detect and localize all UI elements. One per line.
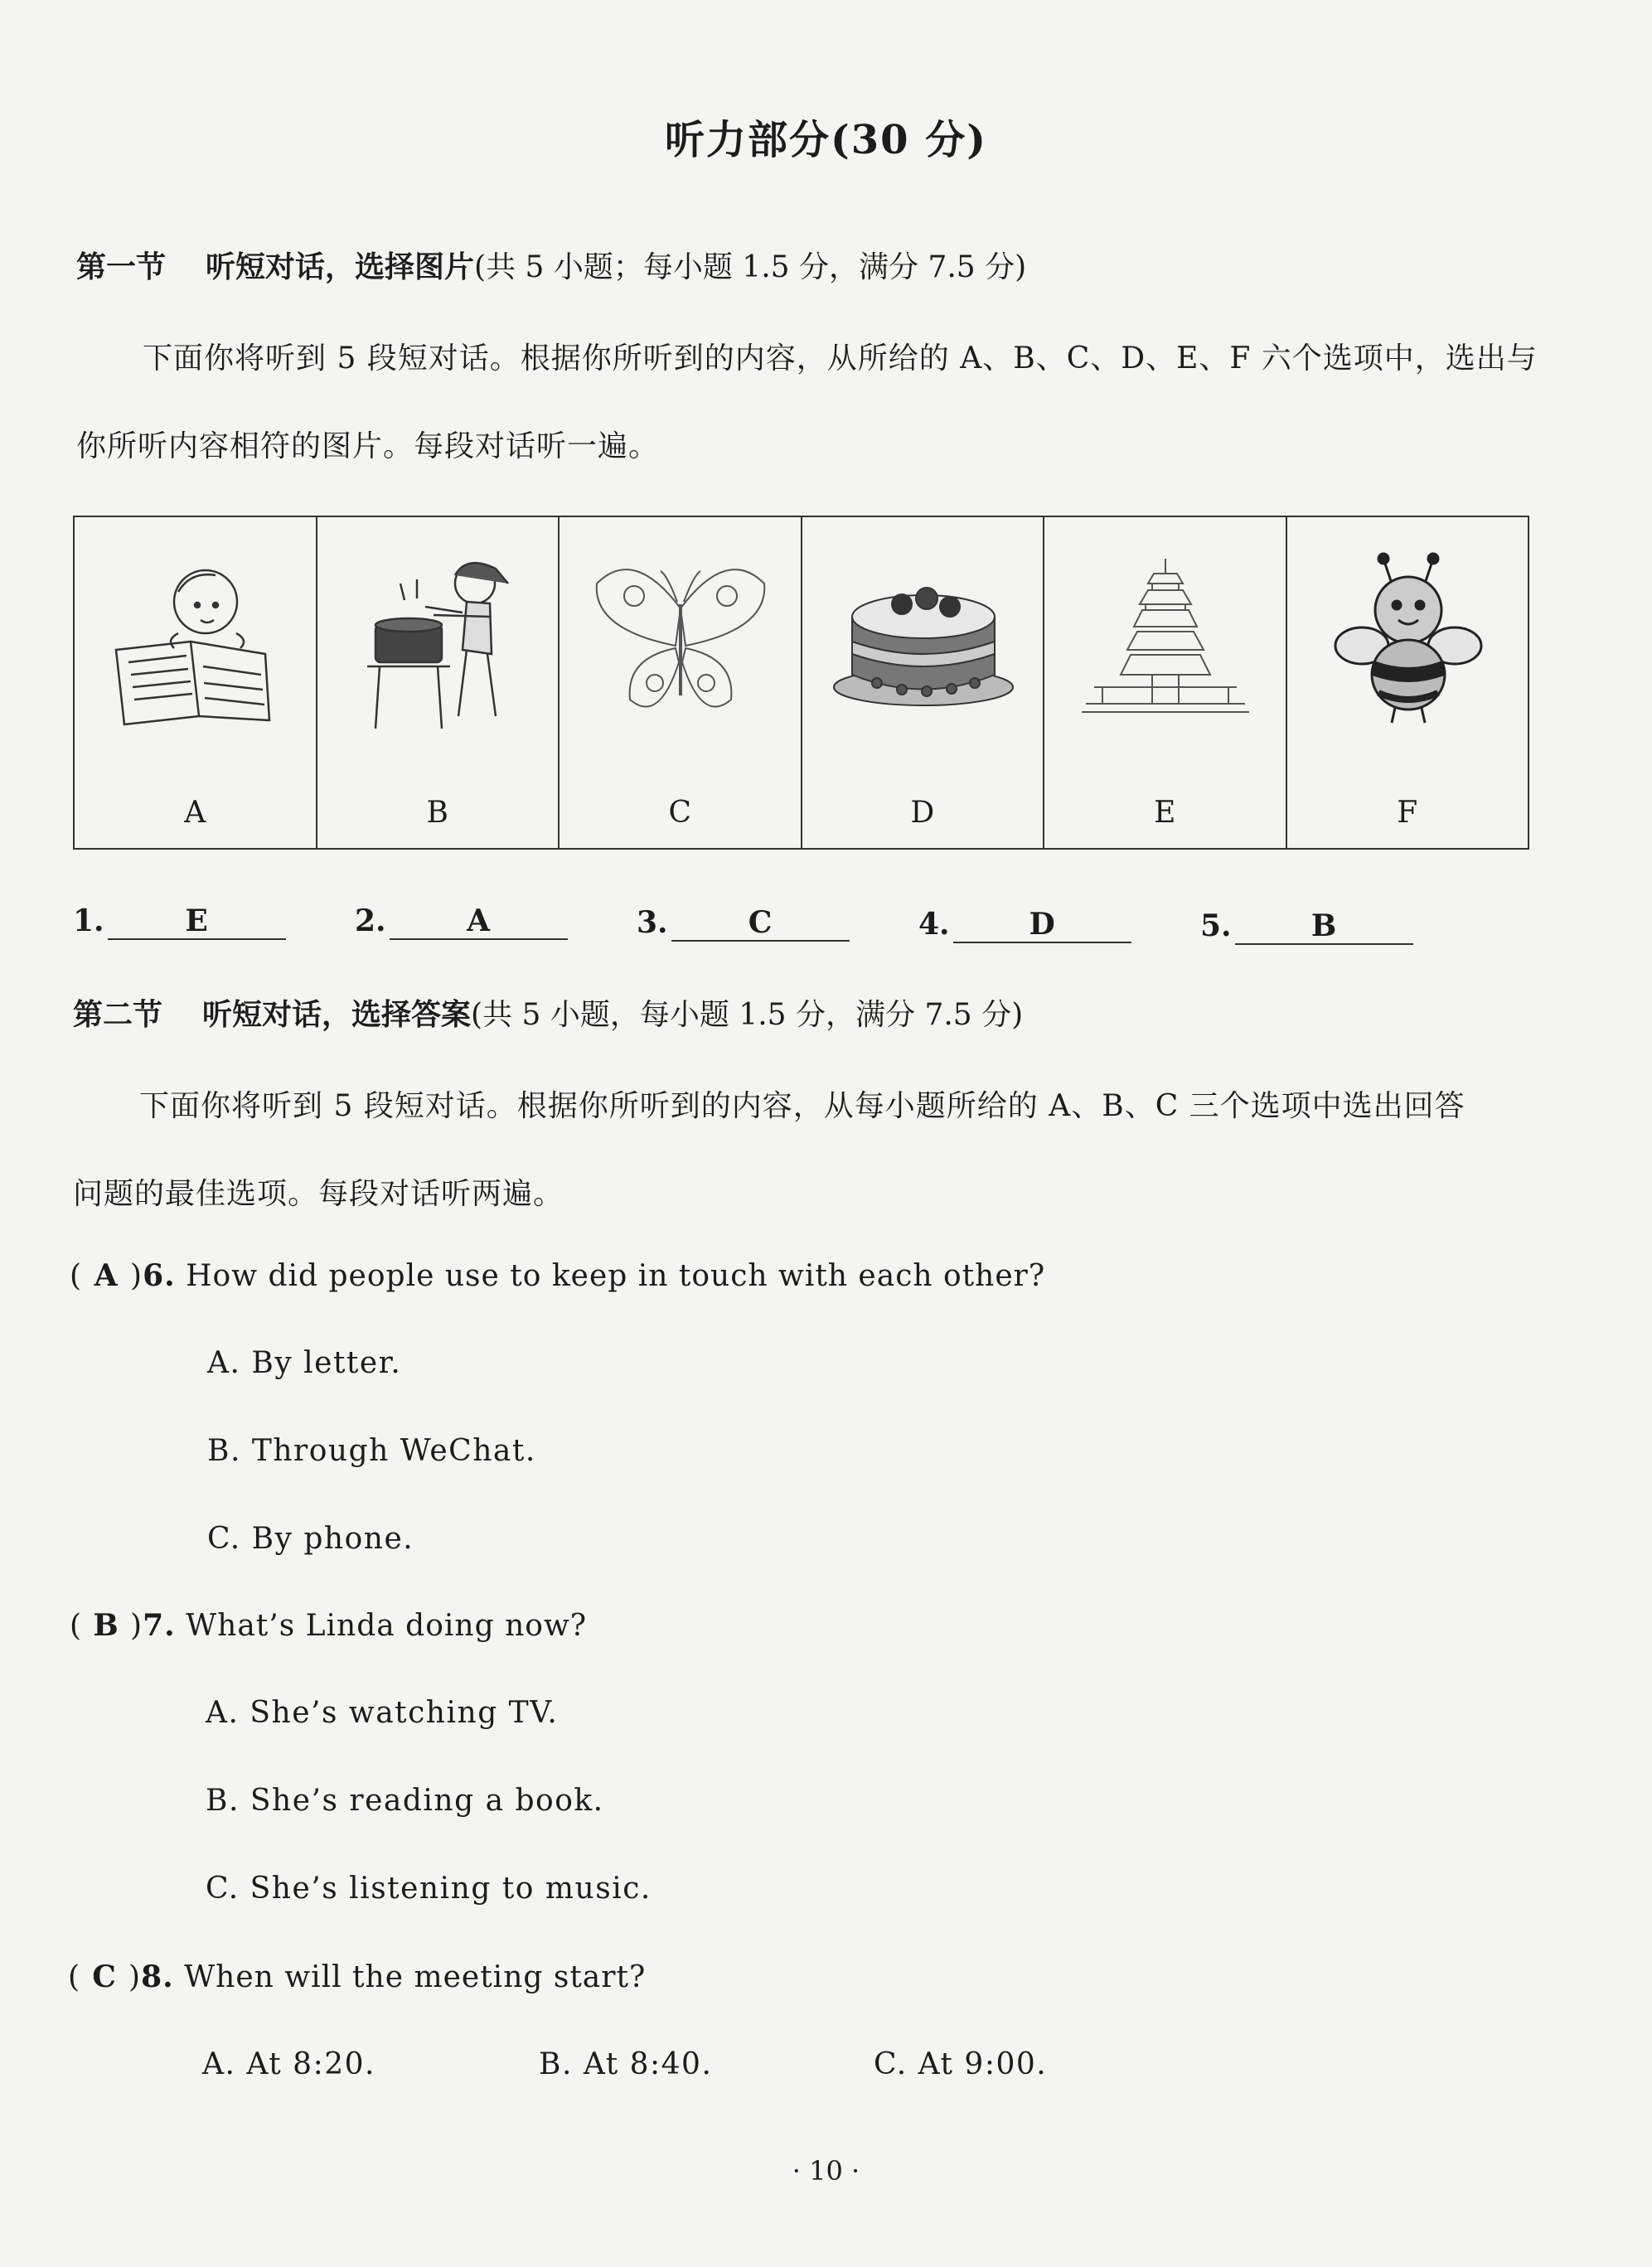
question-8-option-b: B. At 8:40. <box>539 2047 713 2081</box>
section2-label: 第二节 <box>73 997 163 1032</box>
answer-3 <box>637 905 850 942</box>
answer-5 <box>1200 908 1413 945</box>
question-8-text: When will the meeting start? <box>184 1960 647 1994</box>
answer-2 <box>355 903 568 940</box>
picture-cell-c <box>560 517 802 848</box>
answer-1-blank: E <box>108 903 286 940</box>
bee-icon <box>1312 550 1504 741</box>
answer-5-blank: B <box>1235 908 1413 945</box>
section1-instruction-line1: 下面你将听到 5 段短对话。根据你所听到的内容，从所给的 A、B、C、D、E、F 六个选项中，选出与 <box>143 342 1538 375</box>
question-7-option-a: A. She’s watching TV. <box>206 1696 559 1730</box>
question-7-text: What’s Linda doing now? <box>186 1609 588 1643</box>
section2-instruction-line1: 下面你将听到 5 段短对话。根据你所听到的内容，从每小题所给的 A、B、C 三个选项中选出回答 <box>139 1089 1465 1123</box>
section1-instruction-line2: 你所听内容相符的图片。每段对话听一遍。 <box>76 429 660 463</box>
question-7-answer: B <box>93 1608 119 1643</box>
pagoda-tower-icon <box>1069 550 1262 741</box>
answer-1 <box>73 903 286 940</box>
answer-4-blank: D <box>953 907 1131 943</box>
picture-label-c: C <box>668 796 692 830</box>
section1-detail: (共 5 小题；每小题 1.5 分，满分 7.5 分) <box>474 250 1027 284</box>
question-6-option-c: C. By phone. <box>207 1522 414 1556</box>
picture-cell-a <box>75 517 317 848</box>
question-6-option-a: A. By letter. <box>207 1346 402 1380</box>
answer-3-blank: C <box>671 905 850 942</box>
answer-2-number: 2. <box>355 903 386 938</box>
section2-instruction-line2: 问题的最佳选项。每段对话听两遍。 <box>73 1177 564 1211</box>
picture-cell-e <box>1044 517 1287 848</box>
answer-4 <box>918 907 1131 943</box>
question-7-option-c: C. She’s listening to music. <box>206 1872 652 1906</box>
question-8-option-a: A. At 8:20. <box>202 2047 375 2081</box>
picture-cell-b <box>317 517 560 848</box>
picture-label-b: B <box>426 796 448 830</box>
question-6-answer: A <box>94 1258 119 1293</box>
picture-table <box>73 516 1529 850</box>
picture-label-f: F <box>1397 796 1418 830</box>
butterfly-icon <box>584 550 777 741</box>
section2-heading <box>73 991 1023 1034</box>
question-6-text: How did people use to keep in touch with each other? <box>186 1259 1046 1293</box>
boy-reading-book-icon <box>99 550 292 741</box>
answer-1-number: 1. <box>73 903 104 938</box>
section2-detail: (共 5 小题，每小题 1.5 分，满分 7.5 分) <box>471 998 1024 1032</box>
question-6-option-b: B. Through WeChat. <box>207 1434 536 1468</box>
question-8-option-c: C. At 9:00. <box>874 2047 1048 2081</box>
question-8: ( C )8. When will the meeting start? <box>68 1959 647 1994</box>
question-6-number: 6. <box>143 1258 176 1293</box>
picture-cell-f <box>1287 517 1528 848</box>
answer-5-number: 5. <box>1200 908 1232 943</box>
question-7-number: 7. <box>143 1608 176 1643</box>
question-8-answer: C <box>92 1959 117 1994</box>
question-7-option-b: B. She’s reading a book. <box>206 1784 604 1818</box>
page-title: 听力部分(30 分) <box>665 117 987 163</box>
answer-2-blank: A <box>390 903 568 940</box>
question-6: ( A )6. How did people use to keep in touch with each other? <box>70 1258 1046 1293</box>
girl-cooking-icon <box>342 550 535 741</box>
picture-label-a: A <box>184 796 206 830</box>
picture-label-e: E <box>1154 796 1176 830</box>
question-8-number: 8. <box>141 1959 174 1994</box>
picture-label-d: D <box>910 796 935 830</box>
answer-3-number: 3. <box>637 905 668 940</box>
page-number: · 10 · <box>792 2155 860 2187</box>
section1-name: 听短对话，选择图片 <box>206 249 475 284</box>
section1-label: 第一节 <box>76 249 167 284</box>
question-7: ( B )7. What’s Linda doing now? <box>70 1608 588 1643</box>
section1-heading <box>76 244 1026 286</box>
cake-icon <box>827 550 1020 741</box>
answer-4-number: 4. <box>918 907 950 942</box>
picture-cell-d <box>802 517 1045 848</box>
section2-name: 听短对话，选择答案 <box>202 997 472 1032</box>
